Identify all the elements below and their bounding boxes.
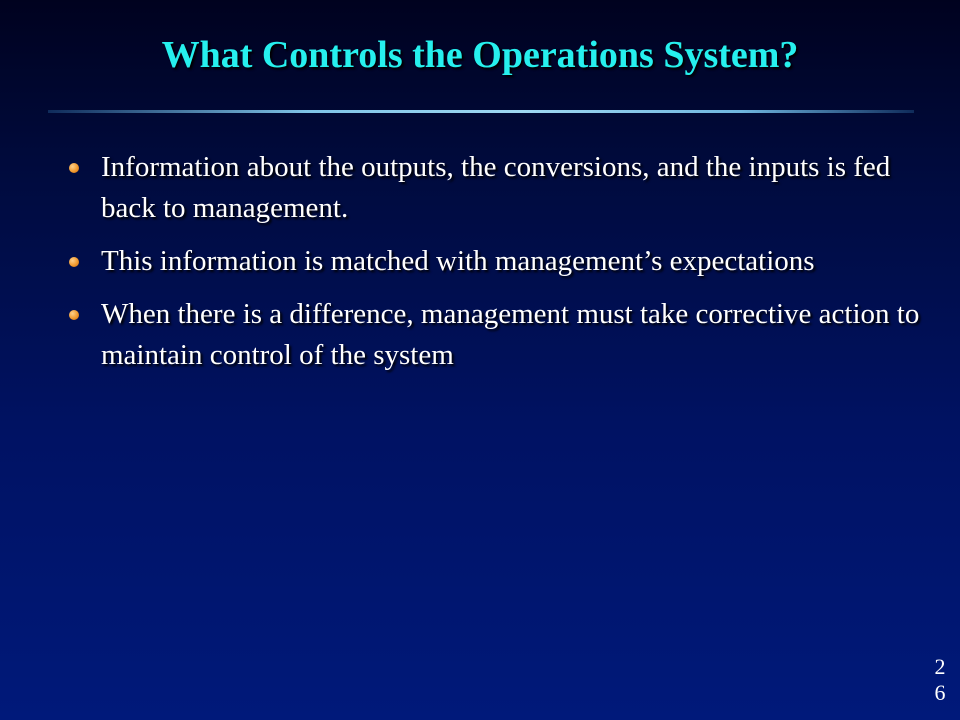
bullet-dot-icon xyxy=(69,310,79,320)
bullet-dot-icon xyxy=(69,257,79,267)
title-divider xyxy=(48,110,914,113)
bullet-text: This information is matched with management’s expectations xyxy=(101,245,815,277)
bullet-item xyxy=(60,294,920,376)
bullet-text: Information about the outputs, the conversions, and the inputs is fed back to management. xyxy=(101,151,891,224)
bullet-item xyxy=(60,147,920,229)
bullet-list xyxy=(60,147,920,388)
bullet-item xyxy=(60,241,920,282)
slide-title: What Controls the Operations System? xyxy=(161,34,799,76)
page-number: 26 xyxy=(934,654,946,705)
bullet-dot-icon xyxy=(69,163,79,173)
bullet-text: When there is a difference, management must take corrective action to maintain control of the system xyxy=(101,298,920,371)
